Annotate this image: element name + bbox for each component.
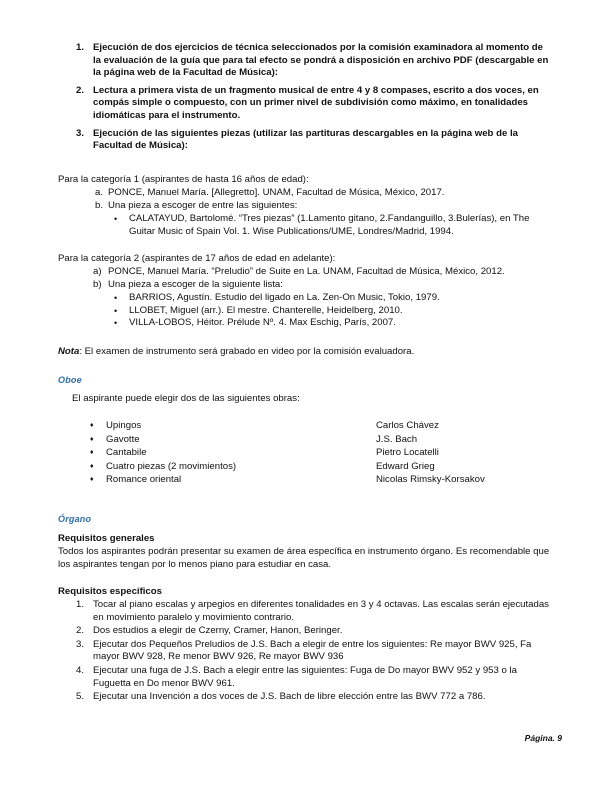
list-item-text: Ejecutar dos Pequeños Preludios de J.S. Bach a elegir de entre los siguientes: Re mayor BWV 925, Fa mayor BWV 928, Re menor BWV 926, Re mayor BWV 936 [93,638,532,663]
list-item [114,317,554,330]
section-heading-organo: Órgano [58,514,92,524]
list-item [90,447,510,461]
list-item-text: VILLA-LOBOS, Héitor. Prélude Nº. 4. Max Eschig, París, 2007. [129,317,396,329]
list-item-number: 3. [76,638,85,650]
intro-item-text: Ejecución de dos ejercicios de técnica seleccionados por la comisión examinadora al momento de la evaluación de la guía que para tal efecto se pondrá a disposición en archivo PDF (descargable en la página web de la Facultad de Música): [93,42,549,79]
category1-bullets [114,213,554,238]
page-number: Página. 9 [524,733,562,743]
list-item [114,292,554,305]
work-title: Cantabile [106,447,147,458]
work-composer: Pietro Locatelli [376,447,439,458]
list-item-number: 2. [76,625,85,637]
intro-item-number: 2. [76,84,85,96]
bullet-icon: • [114,214,118,224]
list-item [90,434,510,448]
list-item-text: PONCE, Manuel María. “Preludio” de Suite en La. UNAM, Facultad de Música, México, 2012. [108,266,505,277]
bullet-icon: • [114,305,118,316]
intro-item [76,128,550,153]
list-item [93,266,563,279]
organo-general-title: Requisitos generales [58,533,155,544]
work-title: Romance oriental [106,474,182,485]
organo-specific-title: Requisitos específicos [58,586,162,597]
intro-item-text: Ejecución de las siguientes piezas (utilizar las partituras descargables en la página web de la Facultad de Música): [93,127,518,152]
list-item [90,474,510,488]
list-item-number: 1. [76,599,85,610]
bullet-icon: • [114,318,118,329]
intro-item-number: 3. [76,127,85,139]
list-item-text: Dos estudios a elegir de Czerny, Cramer, Hanon, Beringer. [93,625,343,637]
list-item [76,625,550,638]
list-item-text: LLOBET, Miguel (arr.). El mestre. Chanterelle, Heidelberg, 2010. [129,304,403,316]
work-composer: Nicolas Rimsky-Korsakov [376,474,485,485]
intro-item [76,42,550,80]
work-title: Gavotte [106,433,140,445]
organo-general-text: Todos los aspirantes podrán presentar su examen de área específica en instrumento órgano. Es recomendable que los aspirantes tengan por lo menos piano para estudiar en casa. [58,546,550,570]
section-heading-oboe: Oboe [58,375,82,385]
intro-numbered-list [76,42,550,158]
list-item [90,461,510,475]
work-composer: J.S. Bach [376,433,418,445]
list-marker: a) [93,266,102,277]
list-item [76,665,550,690]
list-item-number: 5. [76,691,85,703]
intro-item-text: Lectura a primera vista de un fragmento musical de entre 4 y 8 compases, escrito a dos voces, en compás simple o compuesto, con un primer nivel de subdivisión como máximo, en tonalidades idiomáticas para el instrumento. [93,84,539,121]
intro-item [76,85,550,123]
diamond-bullet-icon: ♦ [90,476,94,483]
category2-bullets [114,292,554,330]
work-title: Upingos [106,420,142,431]
list-item-text: PONCE, Manuel María. [Allegretto]. UNAM, Facultad de Música, México, 2017. [108,187,445,198]
list-item [114,213,554,238]
category2-list [93,266,563,291]
list-item-text: BARRIOS, Agustín. Estudio del ligado en La. Zen-On Music, Tokio, 1979. [129,292,440,303]
list-item [76,691,550,704]
list-item [76,639,550,664]
bullet-icon: • [114,293,118,303]
list-marker: b) [93,278,102,290]
list-item-text: CALATAYUD, Bartolomé. “Tres piezas” (1.Lamento gitano, 2.Fandanguillo, 3.Bulerías), en The Guitar Music of Spain Vol. 1. Wise Publications/UME, Londres/Madrid, 1994. [129,213,530,237]
category2-heading: Para la categoría 2 (aspirantes de 17 años de edad en adelante): [58,253,336,264]
list-item [114,305,554,318]
list-item-text: Ejecutar una Invención a dos voces de J.S. Bach de libre elección entre las BWV 772 a 786. [93,691,486,703]
diamond-bullet-icon: ♦ [90,462,94,470]
list-marker: b. [95,199,104,211]
list-item [95,187,565,200]
list-item [93,279,563,292]
note-paragraph [58,346,558,359]
list-item-number: 4. [76,664,85,676]
note-text: : El examen de instrumento será grabado en video por la comisión evaluadora. [79,346,415,357]
list-item [76,599,550,624]
work-composer: Carlos Chávez [376,420,439,431]
diamond-bullet-icon: ♦ [90,449,94,456]
note-label: Nota [58,346,80,357]
list-item-text: Una pieza a escoger de la siguiente lista: [108,278,283,290]
work-composer: Edward Grieg [376,460,435,472]
list-item-text: Ejecutar una fuga de J.S. Bach a elegir entre las siguientes: Fuga de Do mayor BWV 952 y 953 o la Fuguetta en Do menor BWV 961. [93,664,517,689]
organo-specific-list [76,599,550,705]
list-item-text: Tocar al piano escalas y arpegios en diferentes tonalidades en 3 y 4 octavas. Las escalas serán ejecutadas en movimiento paralelo y movimiento contrario. [93,599,549,623]
list-item-text: Una pieza a escoger de entre las siguientes: [108,199,298,211]
oboe-works-list [90,420,510,488]
diamond-bullet-icon: ♦ [90,422,94,429]
work-title: Cuatro piezas (2 movimientos) [106,460,237,472]
list-item [95,200,565,213]
category1-list [95,187,565,212]
diamond-bullet-icon: ♦ [90,435,94,443]
list-marker: a. [95,187,104,198]
list-item [90,420,510,434]
category1-heading: Para la categoría 1 (aspirantes de hasta 16 años de edad): [58,174,309,185]
oboe-intro: El aspirante puede elegir dos de las siguientes obras: [72,393,300,404]
intro-item-number: 1. [76,42,85,53]
